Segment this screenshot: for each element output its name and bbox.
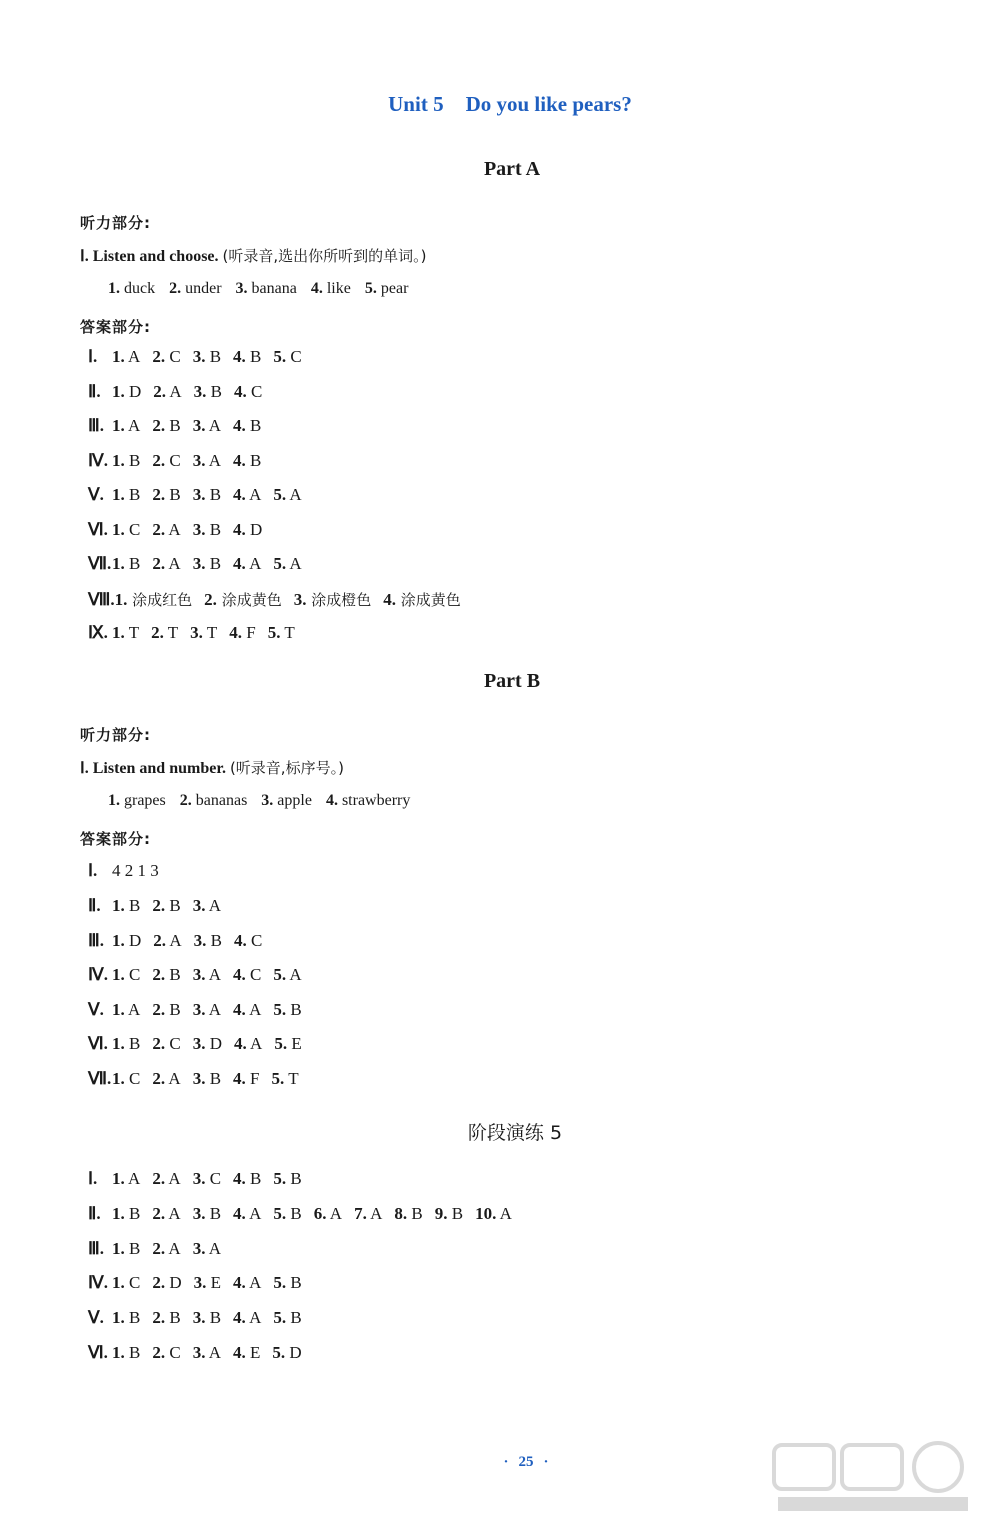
word-item: 3. apple bbox=[261, 792, 312, 809]
answer-row bbox=[88, 520, 274, 540]
answer-item: 7. A bbox=[354, 1203, 383, 1223]
row-numeral: Ⅴ. bbox=[88, 1308, 104, 1328]
answer-item: 4. A bbox=[233, 999, 262, 1019]
answer-row bbox=[88, 1273, 314, 1293]
word-item: 1. duck bbox=[108, 280, 156, 297]
unit-title-text: Do you like pears? bbox=[465, 92, 632, 116]
answer-item: 3. T bbox=[190, 623, 218, 642]
answer-item: 9. B bbox=[434, 1203, 464, 1223]
answer-item: 1. B bbox=[112, 1034, 141, 1053]
stage-heading: 阶段演练 5 bbox=[467, 1122, 563, 1144]
row-numeral: Ⅱ. bbox=[88, 1203, 101, 1223]
unit-title bbox=[0, 92, 1000, 117]
page-number: · 25 · bbox=[503, 1454, 549, 1470]
answer-row bbox=[88, 931, 274, 951]
answer-item: 3. E bbox=[193, 1273, 222, 1293]
answer-item: 4. A bbox=[233, 1273, 262, 1293]
answer-item: 3. 涂成橙色 bbox=[293, 589, 372, 609]
answer-item: 2. A bbox=[152, 1169, 181, 1188]
row-numeral: Ⅸ. bbox=[88, 623, 108, 642]
answer-row bbox=[88, 1204, 524, 1224]
answer-item: 2. A bbox=[152, 1068, 181, 1088]
answer-row bbox=[88, 1239, 233, 1259]
row-numeral: Ⅲ. bbox=[88, 1238, 104, 1258]
instruction-cn: (听录音,选出你所听到的单词。) bbox=[222, 247, 427, 265]
answer-item: 2. A bbox=[152, 1238, 181, 1258]
answer-item: 4. C bbox=[233, 965, 262, 984]
answer-item: 5. T bbox=[267, 623, 295, 642]
answer-row bbox=[88, 382, 274, 402]
answer-item: 3. A bbox=[192, 1238, 222, 1258]
word-item: 4. strawberry bbox=[325, 792, 411, 809]
answer-item: 4. E bbox=[233, 1343, 261, 1362]
answer-row bbox=[88, 1169, 314, 1189]
answer-item: 4. 涂成黄色 bbox=[383, 589, 461, 609]
row-numeral: Ⅰ. bbox=[88, 347, 98, 366]
answer-item: 2. B bbox=[152, 999, 181, 1019]
answer-row bbox=[88, 485, 314, 505]
answer-item: 5. B bbox=[273, 1308, 302, 1328]
row-numeral: Ⅶ. bbox=[88, 1068, 112, 1088]
answer-row bbox=[88, 451, 273, 471]
row-numeral: Ⅱ. bbox=[88, 896, 101, 915]
answer-item: 2. A bbox=[152, 554, 181, 573]
part-b-word-list bbox=[108, 792, 424, 810]
answer-item: 5. C bbox=[273, 347, 302, 366]
answer-item: 4. B bbox=[233, 416, 262, 435]
answer-item: 1. T bbox=[112, 623, 140, 642]
answer-item: 3. A bbox=[192, 999, 222, 1019]
answer-item: 2. A bbox=[152, 519, 181, 539]
word-item: 4. like bbox=[310, 280, 351, 297]
answer-item: 1. B bbox=[112, 485, 141, 504]
answer-item: 4. C bbox=[233, 381, 263, 401]
answer-item: 3. D bbox=[192, 1034, 222, 1053]
part-b-listening-label: 听力部分: bbox=[80, 726, 151, 744]
unit-number: Unit 5 bbox=[388, 92, 444, 116]
answer-item: 2. C bbox=[152, 1034, 181, 1053]
answer-item: 1. B bbox=[112, 1308, 141, 1328]
row-numeral: Ⅱ. bbox=[88, 381, 101, 401]
part-b-heading: Part B bbox=[483, 670, 541, 692]
answer-item: 1. C bbox=[112, 1068, 141, 1088]
answer-item: 1. D bbox=[112, 381, 142, 401]
answer-item: 3. A bbox=[192, 896, 222, 915]
answer-item: 4. A bbox=[233, 1034, 263, 1053]
answer-item: 5. B bbox=[273, 1273, 302, 1293]
watermark-icon bbox=[768, 1439, 988, 1519]
answer-item: 4. B bbox=[233, 1169, 262, 1188]
answer-item: 2. A bbox=[152, 1203, 181, 1223]
part-a-listening-label: 听力部分: bbox=[80, 214, 151, 232]
row-numeral: Ⅵ. bbox=[88, 1343, 108, 1362]
answer-item: 3. A bbox=[192, 450, 222, 470]
answer-item: 2. C bbox=[152, 450, 181, 470]
row-numeral: Ⅲ. bbox=[88, 930, 104, 950]
answer-row bbox=[88, 1069, 311, 1089]
answer-item: 3. A bbox=[192, 965, 222, 984]
row-numeral: Ⅳ. bbox=[88, 450, 108, 470]
answer-item: 3. A bbox=[192, 1343, 222, 1362]
answer-row bbox=[88, 965, 314, 985]
answer-item: 2. B bbox=[152, 1308, 181, 1328]
answer-item: 3. B bbox=[192, 519, 222, 539]
answer-item: 1. C bbox=[112, 965, 141, 984]
answer-item: 4. B bbox=[233, 450, 262, 470]
answer-item: 2. 涂成黄色 bbox=[204, 589, 282, 609]
answer-item: 4. F bbox=[229, 623, 256, 642]
answer-row bbox=[88, 1343, 314, 1363]
answer-item: 2. C bbox=[152, 1343, 181, 1362]
answer-item: 1. C bbox=[112, 519, 141, 539]
answer-row bbox=[88, 896, 233, 916]
row-numeral: Ⅲ. bbox=[88, 416, 104, 435]
answer-item: 4. F bbox=[233, 1068, 260, 1088]
part-b-instruction bbox=[80, 757, 344, 778]
row-numeral: Ⅴ. bbox=[88, 999, 104, 1019]
answer-item: 1. B bbox=[112, 554, 141, 573]
answer-item: 1. B bbox=[112, 450, 141, 470]
word-item: 3. banana bbox=[235, 280, 297, 297]
sequence-answer: 4 2 1 3 bbox=[112, 861, 159, 880]
answer-item: 2. A bbox=[153, 930, 182, 950]
answer-row bbox=[88, 347, 314, 367]
row-numeral: Ⅷ. bbox=[88, 589, 115, 609]
answer-item: 4. A bbox=[233, 485, 262, 504]
row-numeral: Ⅳ. bbox=[88, 965, 108, 984]
answer-item: 1. B bbox=[112, 896, 141, 915]
answer-item: 5. A bbox=[273, 554, 302, 573]
answer-item: 1. B bbox=[112, 1343, 141, 1362]
part-b-answer-label: 答案部分: bbox=[80, 830, 151, 848]
answer-item: 4. A bbox=[233, 1308, 262, 1328]
row-numeral: Ⅶ. bbox=[88, 554, 112, 573]
instruction-en: Listen and choose. bbox=[92, 248, 219, 265]
answer-item: 3. A bbox=[192, 416, 222, 435]
answer-item: 1. B bbox=[112, 1203, 141, 1223]
answer-item: 6. A bbox=[313, 1203, 343, 1223]
word-item: 2. bananas bbox=[179, 792, 248, 809]
row-numeral: Ⅰ. bbox=[88, 1169, 98, 1188]
answer-item: 3. B bbox=[192, 1068, 222, 1088]
answer-row bbox=[88, 1034, 314, 1054]
watermark-logo bbox=[768, 1439, 988, 1523]
instruction-cn: (听录音,标序号。) bbox=[229, 759, 344, 777]
answer-item: 1. A bbox=[112, 1169, 141, 1188]
part-a-word-list bbox=[108, 280, 422, 298]
answer-item: 1. A bbox=[112, 416, 141, 435]
answer-item: 3. B bbox=[192, 554, 222, 573]
answer-item: 3. B bbox=[193, 930, 222, 950]
word-item: 1. grapes bbox=[108, 792, 166, 809]
answer-item: 5. B bbox=[273, 1203, 302, 1223]
answer-item: 5. B bbox=[273, 1169, 302, 1188]
answer-item: 3. C bbox=[192, 1169, 222, 1188]
answer-item: 1. B bbox=[112, 1238, 141, 1258]
answer-row bbox=[88, 861, 159, 881]
answer-item: 10. A bbox=[475, 1203, 512, 1223]
answer-item: 4. A bbox=[233, 554, 262, 573]
part-a-heading: Part A bbox=[483, 158, 541, 180]
answer-item: 4. A bbox=[233, 1203, 262, 1223]
answer-row bbox=[88, 1308, 314, 1328]
answer-item: 1. D bbox=[112, 930, 142, 950]
answer-row bbox=[88, 554, 314, 574]
answer-item: 1. A bbox=[112, 347, 141, 366]
answer-row bbox=[88, 416, 273, 436]
answer-item: 2. T bbox=[151, 623, 179, 642]
page-number-value: 25 bbox=[518, 1454, 534, 1470]
answer-item: 3. B bbox=[192, 485, 222, 504]
answer-item: 5. A bbox=[273, 485, 302, 504]
part-a-instruction bbox=[80, 245, 427, 266]
answer-item: 1. 涂成红色 bbox=[114, 589, 193, 609]
row-numeral: Ⅰ. bbox=[88, 861, 98, 880]
row-numeral: Ⅵ. bbox=[88, 1034, 108, 1053]
row-numeral: Ⅵ. bbox=[88, 519, 108, 539]
answer-item: 3. B bbox=[193, 381, 222, 401]
answer-item: 2. D bbox=[152, 1273, 182, 1293]
answer-item: 2. B bbox=[152, 485, 181, 504]
answer-item: 2. B bbox=[152, 896, 181, 915]
answer-item: 3. B bbox=[192, 347, 222, 366]
answer-item: 1. A bbox=[112, 999, 141, 1019]
instruction-numeral: Ⅰ. bbox=[80, 760, 89, 777]
word-item: 5. pear bbox=[364, 280, 409, 297]
answer-item: 4. C bbox=[233, 930, 263, 950]
instruction-numeral: Ⅰ. bbox=[80, 248, 89, 265]
row-numeral: Ⅳ. bbox=[88, 1273, 108, 1293]
row-numeral: Ⅴ. bbox=[88, 485, 104, 504]
instruction-en: Listen and number. bbox=[92, 760, 226, 777]
answer-row bbox=[88, 623, 307, 643]
answer-item: 4. D bbox=[233, 519, 263, 539]
part-a-answer-label: 答案部分: bbox=[80, 318, 151, 336]
answer-item: 2. B bbox=[152, 416, 181, 435]
answer-item: 2. A bbox=[153, 381, 182, 401]
word-item: 2. under bbox=[169, 280, 222, 297]
answer-item: 2. B bbox=[152, 965, 181, 984]
answer-item: 5. B bbox=[273, 999, 302, 1019]
answer-item: 4. B bbox=[233, 347, 262, 366]
answer-item: 3. B bbox=[192, 1308, 222, 1328]
answer-item: 3. B bbox=[192, 1203, 222, 1223]
answer-item: 2. C bbox=[152, 347, 181, 366]
answer-item: 8. B bbox=[394, 1203, 423, 1223]
answer-item: 1. C bbox=[112, 1273, 141, 1293]
answer-item: 5. D bbox=[272, 1343, 302, 1362]
answer-item: 5. A bbox=[273, 965, 302, 984]
answer-item: 5. E bbox=[274, 1034, 302, 1053]
answer-row bbox=[88, 1000, 314, 1020]
answer-row bbox=[88, 589, 473, 610]
answer-item: 5. T bbox=[271, 1068, 299, 1088]
